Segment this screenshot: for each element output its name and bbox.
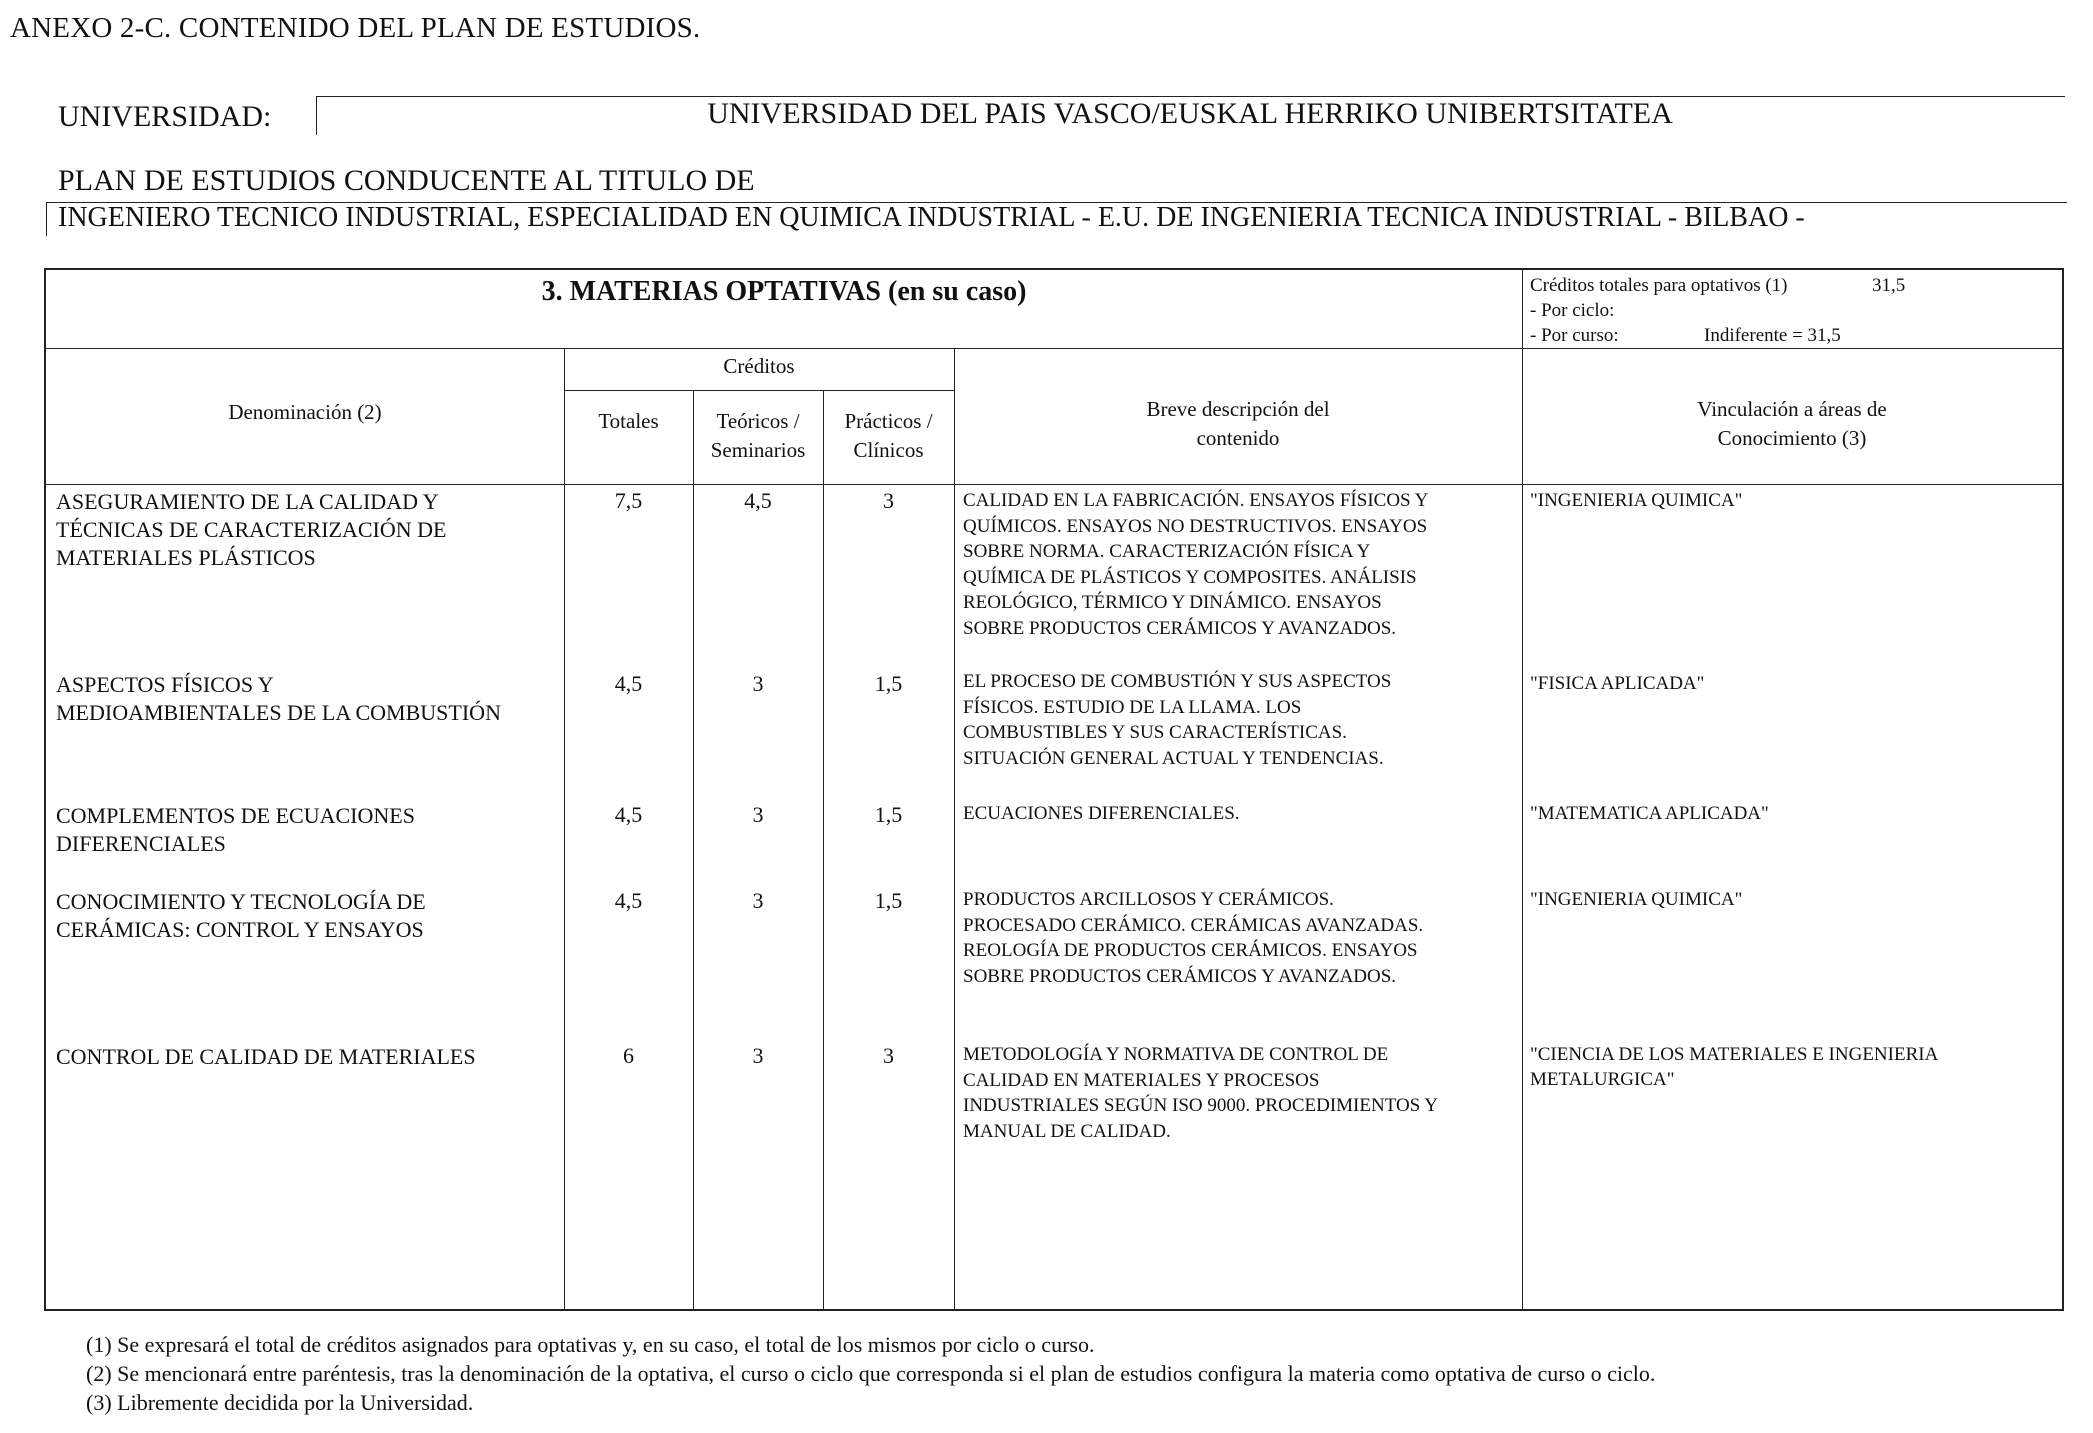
credits-divider bbox=[564, 390, 954, 391]
col-divider bbox=[954, 348, 955, 1309]
row-2-teoricos: 3 bbox=[752, 671, 764, 696]
row-3-practicos: 1,5 bbox=[874, 802, 903, 827]
header-divider bbox=[46, 348, 2062, 349]
row-3-teoricos: 3 bbox=[752, 802, 764, 827]
row-4-totales: 4,5 bbox=[614, 888, 643, 913]
per-course-value: Indiferente = 31,5 bbox=[1704, 325, 1841, 346]
header-descripcion bbox=[954, 395, 1522, 453]
section-title: 3. MATERIAS OPTATIVAS (en su caso) bbox=[541, 276, 1027, 307]
row-2-name: ASPECTOS FÍSICOS Y MEDIOAMBIENTALES DE LA COMBUSTIÓN bbox=[56, 672, 501, 725]
header-teoricos-line1: Teóricos / bbox=[716, 409, 800, 433]
row-4-area: "INGENIERIA QUIMICA" bbox=[1530, 889, 1743, 910]
header-denominacion: Denominación (2) bbox=[228, 400, 382, 424]
row-2-practicos: 1,5 bbox=[874, 671, 903, 696]
row-5-description: METODOLOGÍA Y NORMATIVA DE CONTROL DE CALIDAD EN MATERIALES Y PROCESOS INDUSTRIALES SEGÚN ISO 9000. PROCEDIMIENTOS Y MANUAL DE CALIDAD. bbox=[963, 1044, 1439, 1142]
row-1-name: ASEGURAMIENTO DE LA CALIDAD Y TÉCNICAS DE CARACTERIZACIÓN DE MATERIALES PLÁSTICOS bbox=[56, 489, 447, 570]
header-practicos-line2: Clínicos bbox=[853, 438, 924, 462]
header-practicos-line1: Prácticos / bbox=[844, 409, 933, 433]
university-label: UNIVERSIDAD: bbox=[58, 100, 272, 133]
row-5-name: CONTROL DE CALIDAD DE MATERIALES bbox=[56, 1044, 476, 1069]
credits-total-label: Créditos totales para optativos (1) bbox=[1530, 275, 1788, 296]
degree-value: INGENIERO TECNICO INDUSTRIAL, ESPECIALIDAD EN QUIMICA INDUSTRIAL - E.U. DE INGENIERIA TECNICA INDUSTRIAL - BILBAO - bbox=[58, 202, 1805, 233]
credits-summary bbox=[1530, 273, 1906, 348]
credits-total-value: 31,5 bbox=[1872, 275, 1906, 296]
footnote-3: (3) Libremente decidida por la Universidad. bbox=[86, 1390, 474, 1415]
per-course-label: - Por curso: bbox=[1530, 325, 1619, 346]
header-descripcion-line2: contenido bbox=[1196, 426, 1280, 450]
row-2-area: "FISICA APLICADA" bbox=[1530, 673, 1705, 694]
row-3-area: "MATEMATICA APLICADA" bbox=[1530, 803, 1769, 824]
row-1-practicos: 3 bbox=[883, 488, 894, 513]
row-3-totales: 4,5 bbox=[614, 802, 643, 827]
row-3-description: ECUACIONES DIFERENCIALES. bbox=[963, 803, 1240, 824]
row-5-teoricos: 3 bbox=[752, 1043, 764, 1068]
row-1-teoricos: 4,5 bbox=[744, 488, 772, 513]
header-descripcion-line1: Breve descripción del bbox=[1146, 397, 1330, 421]
header-creditos: Créditos bbox=[723, 354, 795, 378]
col-divider bbox=[823, 390, 824, 1309]
row-1-totales: 7,5 bbox=[614, 488, 643, 513]
header-vinculacion-line2: Conocimiento (3) bbox=[1717, 426, 1867, 450]
header-totales: Totales bbox=[598, 409, 659, 433]
footnote-1: (1) Se expresará el total de créditos asignados para optativas y, en su caso, el total de los mismos por ciclo o curso. bbox=[86, 1332, 1095, 1357]
row-5-practicos: 3 bbox=[883, 1043, 894, 1068]
row-4-name: CONOCIMIENTO Y TECNOLOGÍA DE CERÁMICAS: CONTROL Y ENSAYOS bbox=[56, 889, 426, 942]
row-1-description: CALIDAD EN LA FABRICACIÓN. ENSAYOS FÍSICOS Y QUÍMICOS. ENSAYOS NO DESTRUCTIVOS. ENSAYOS SOBRE NORMA. CARACTERIZACIÓN FÍSICA Y QUÍMICA DE PLÁSTICOS Y COMPOSITES. ANÁLISIS REOLÓGICO, TÉRMICO Y DINÁMICO. ENSAYOS SOBRE PRODUCTOS CERÁMICOS Y AVANZADOS. bbox=[963, 490, 1429, 639]
col-divider bbox=[693, 390, 694, 1309]
header-vinculacion-line1: Vinculación a áreas de bbox=[1697, 397, 1887, 421]
row-2-description: EL PROCESO DE COMBUSTIÓN Y SUS ASPECTOS FÍSICOS. ESTUDIO DE LA LLAMA. LOS COMBUSTIBLES Y SUS CARACTERÍSTICAS. SITUACIÓN GENERAL ACTUAL Y TENDENCIAS. bbox=[963, 671, 1392, 769]
annex-title: ANEXO 2-C. CONTENIDO DEL PLAN DE ESTUDIOS. bbox=[10, 12, 701, 44]
row-1-area: "INGENIERIA QUIMICA" bbox=[1530, 490, 1743, 511]
row-5-totales: 6 bbox=[623, 1043, 634, 1068]
header-vinculacion bbox=[1522, 395, 2062, 453]
per-cycle-label: - Por ciclo: bbox=[1530, 300, 1615, 321]
header-teoricos-line2: Seminarios bbox=[710, 438, 806, 462]
row-5-area: "CIENCIA DE LOS MATERIALES E INGENIERIA METALURGICA" bbox=[1530, 1044, 1939, 1090]
row-2-totales: 4,5 bbox=[614, 671, 643, 696]
row-3-name: COMPLEMENTOS DE ECUACIONES DIFERENCIALES bbox=[56, 803, 415, 856]
row-4-practicos: 1,5 bbox=[874, 888, 903, 913]
header-practicos bbox=[823, 407, 954, 465]
row-4-description: PRODUCTOS ARCILLOSOS Y CERÁMICOS. PROCESADO CERÁMICO. CERÁMICAS AVANZADAS. REOLOGÍA DE PRODUCTOS CERÁMICOS. ENSAYOS SOBRE PRODUCTOS CERÁMICOS Y AVANZADOS. bbox=[963, 889, 1424, 987]
plan-label: PLAN DE ESTUDIOS CONDUCENTE AL TITULO DE bbox=[58, 164, 755, 197]
row-4-teoricos: 3 bbox=[752, 888, 764, 913]
footnote-2: (2) Se mencionará entre paréntesis, tras la denominación de la optativa, el curso o ciclo que corresponda si el plan de estudios configura la materia como optativa de curso o ciclo. bbox=[86, 1361, 1656, 1386]
university-value: UNIVERSIDAD DEL PAIS VASCO/EUSKAL HERRIKO UNIBERTSITATEA bbox=[707, 97, 1673, 130]
header-teoricos bbox=[693, 407, 823, 465]
header-bottom-rule bbox=[46, 484, 2062, 485]
optional-subjects-table bbox=[44, 268, 2064, 1311]
